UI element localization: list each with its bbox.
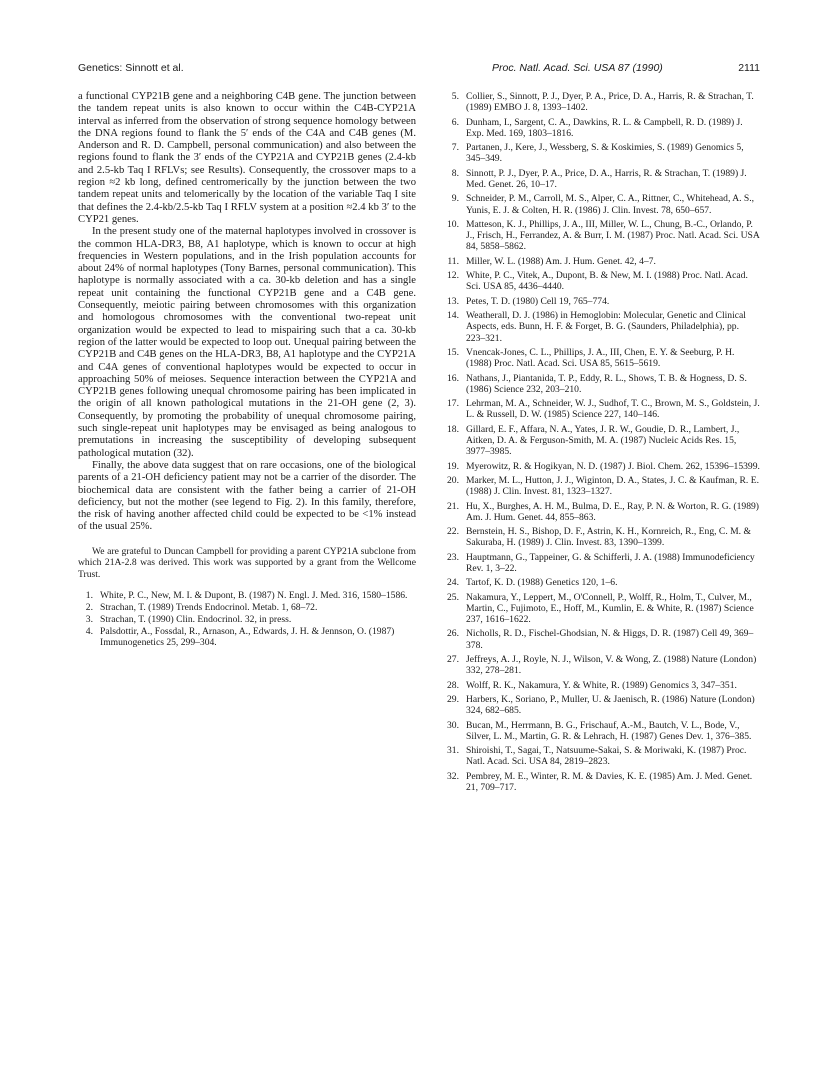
reference-number: 13. (447, 295, 459, 307)
reference-text: Partanen, J., Kere, J., Wessberg, S. & Koskimies, S. (1989) Genomics 5, 345–349. (466, 142, 744, 165)
reference-text: Bernstein, H. S., Bishop, D. F., Astrin, K. H., Kornreich, R., Eng, C. M. & Sakuraba, H. (1989) J. Clin. Invest. 83, 1390–1399. (466, 526, 751, 549)
reference-item (444, 310, 760, 344)
reference-number: 3. (85, 613, 93, 625)
left-column (78, 91, 416, 648)
reference-item (444, 745, 760, 767)
reference-number: 29. (447, 694, 459, 706)
reference-text: Pembrey, M. E., Winter, R. M. & Davies, K. E. (1985) Am. J. Med. Genet. 21, 709–717. (466, 770, 753, 794)
reference-text: Miller, W. L. (1988) Am. J. Hum. Genet. 42, 4–7. (466, 255, 656, 267)
header-section-authors: Genetics: Sinnott et al. (78, 62, 184, 74)
reference-number: 25. (447, 591, 459, 603)
reference-text: Myerowitz, R. & Hogikyan, N. D. (1987) J. Biol. Chem. 262, 15396–15399. (466, 460, 760, 472)
reference-text: Vnencak-Jones, C. L., Phillips, J. A., III, Chen, E. Y. & Seeburg, P. H. (1988) Proc. Natl. Acad. Sci. USA 85, 5615–5619. (466, 346, 735, 370)
reference-number: 19. (447, 460, 459, 472)
reference-number: 10. (447, 218, 459, 230)
reference-number: 12. (447, 270, 459, 282)
reference-text: Hu, X., Burghes, A. H. M., Bulma, D. E., Ray, P. N. & Worton, R. G. (1989) Am. J. Hum. Genet. 44, 855–863. (466, 500, 759, 523)
reference-number: 6. (451, 116, 459, 128)
reference-item (444, 501, 760, 523)
reference-text: Nakamura, Y., Leppert, M., O'Connell, P., Wolff, R., Holm, T., Culver, M., Martin, C., Fujimoto, E., Hoff, M., Kumlin, E. & White, R. (1987) Science 237, 1616–1622. (466, 591, 754, 626)
reference-item (78, 602, 416, 613)
reference-item (444, 552, 760, 574)
reference-text: Jeffreys, A. J., Royle, N. J., Wilson, V. & Wong, Z. (1988) Nature (London) 332, 278–281. (466, 654, 757, 677)
reference-number: 4. (85, 625, 93, 637)
reference-number: 27. (447, 654, 459, 666)
reference-number: 31. (447, 745, 459, 757)
reference-item (444, 461, 760, 472)
reference-number: 22. (447, 526, 459, 538)
reference-text: Wolff, R. K., Nakamura, Y. & White, R. (1989) Genomics 3, 347–351. (466, 679, 737, 691)
reference-text: Weatherall, D. J. (1986) in Hemoglobin: Molecular, Genetic and Clinical Aspects, eds. Bunn, H. F. & Forget, B. G. (Saunders, Philadelphia), pp. 223–321. (466, 310, 746, 344)
reference-item (444, 398, 760, 420)
reference-item (444, 373, 760, 395)
reference-number: 7. (451, 142, 459, 154)
reference-number: 9. (451, 193, 459, 205)
reference-number: 30. (447, 719, 459, 731)
reference-list-left (78, 590, 416, 648)
reference-number: 8. (451, 167, 459, 179)
reference-text: White, P. C., New, M. I. & Dupont, B. (1987) N. Engl. J. Med. 316, 1580–1586. (100, 590, 408, 602)
reference-item (444, 720, 760, 742)
right-column (444, 91, 760, 796)
reference-text: Strachan, T. (1989) Trends Endocrinol. Metab. 1, 68–72. (100, 602, 318, 614)
reference-text: Marker, M. L., Hutton, J. J., Wiginton, D. A., States, J. C. & Kaufman, R. E. (1988) J. Clin. Invest. 81, 1323–1327. (466, 474, 759, 498)
acknowledgment: We are grateful to Duncan Campbell for providing a parent CYP21A subclone from which 21A-2.8 was derived. This work was supported by a grant from the Wellcome Trust. (78, 545, 416, 580)
reference-text: White, P. C., Vitek, A., Dupont, B. & New, M. I. (1988) Proc. Natl. Acad. Sci. USA 85, 4436–4440. (466, 270, 748, 293)
reference-item (444, 256, 760, 267)
header-journal: Proc. Natl. Acad. Sci. USA 87 (1990) (492, 62, 663, 74)
reference-item (444, 771, 760, 793)
reference-number: 15. (447, 346, 459, 358)
reference-item (444, 680, 760, 691)
reference-text: Gillard, E. F., Affara, N. A., Yates, J. R. W., Goudie, D. R., Lambert, J., Aitken, D. A. & Ferguson-Smith, M. A. (1987) Nucleic Acids Res. 15, 3977–3985. (466, 423, 740, 458)
reference-item (444, 628, 760, 650)
running-header (0, 62, 816, 78)
reference-item (444, 577, 760, 588)
body-paragraph-2: In the present study one of the maternal haplotypes involved in crossover is the common HLA-DR3, B8, A1 haplotype, which is known to occur at high frequencies in Western populations, and in the Irish population accounts for about 24% of normal haplotypes (Tony Barnes, personal communication). This haplotype is normally associated with a ca. 30-kb deletion and has a single repeat unit containing the functional CYP21B gene and a C4B gene. Consequently, meiotic pairing between chromosomes with this organization and homologous chromosomes with the conventional two-repeat unit organization would be expected to lead to mispairing such that a ca. 30-kb region of the latter would be expected to loop out. Unequal pairing between the CYP21B and C4B genes on the HLA-DR3, B8, A1 haplotype and the CYP21A and C4A genes of conventional haplotypes would be expected to occur in approaching 50% of meioses. Sequence interaction between the CYP21A and CYP21B genes following unequal chromosome pairing has been implicated in the origin of all known pathological mutations in the 21-OH gene (2, 3). Consequently, by promoting the probability of unequal chromosome pairing, such single-repeat unit haplotypes may be envisaged as being analogous to premutations in increasing the susceptibility of developing subsequent pathological mutation (32). (78, 226, 416, 459)
reference-number: 28. (447, 679, 459, 691)
reference-number: 2. (85, 602, 93, 614)
reference-item (444, 168, 760, 190)
reference-list-right (444, 91, 760, 793)
reference-number: 5. (451, 91, 459, 102)
reference-text: Collier, S., Sinnott, P. J., Dyer, P. A., Price, D. A., Harris, R. & Strachan, T. (1989) EMBO J. 8, 1393–1402. (466, 91, 754, 114)
reference-item (444, 526, 760, 548)
reference-number: 1. (85, 590, 93, 602)
reference-item (444, 296, 760, 307)
reference-item (78, 590, 416, 601)
reference-text: Schneider, P. M., Carroll, M. S., Alper, C. A., Rittner, C., Whitehead, A. S., Yunis, E. J. & Colten, H. R. (1986) J. Clin. Invest. 78, 650–657. (466, 193, 755, 216)
reference-item (78, 614, 416, 625)
reference-text: Strachan, T. (1990) Clin. Endocrinol. 32, in press. (100, 613, 292, 625)
reference-item (444, 592, 760, 626)
reference-text: Shiroishi, T., Sagai, T., Natsuume-Sakai, S. & Moriwaki, K. (1987) Proc. Natl. Acad. Sci. USA 84, 2819–2823. (466, 745, 747, 768)
reference-number: 17. (447, 398, 459, 410)
reference-text: Dunham, I., Sargent, C. A., Dawkins, R. L. & Campbell, R. D. (1989) J. Exp. Med. 169, 1803–1816. (466, 116, 743, 139)
body-paragraph-3: Finally, the above data suggest that on rare occasions, one of the biological parents of a 21-OH deficiency patient may not be a carrier of the disorder. The biochemical data are consistent with the father being a carrier of 21-OH deficiency, but not the mother (see legend to Fig. 2). In this family, therefore, the risk of having another affected child could be expected to be <1% instead of the usual 25%. (78, 459, 416, 533)
reference-text: Hauptmann, G., Tappeiner, G. & Schifferli, J. A. (1988) Immunodeficiency Rev. 1, 3–22. (466, 551, 755, 574)
reference-number: 20. (447, 474, 459, 486)
reference-text: Nathans, J., Piantanida, T. P., Eddy, R. L., Shows, T. B. & Hogness, D. S. (1986) Science 232, 203–210. (466, 372, 747, 395)
reference-item (444, 347, 760, 369)
reference-text: Palsdottir, A., Fossdal, R., Arnason, A., Edwards, J. H. & Jennson, O. (1987) Immunogenetics 25, 299–304. (100, 625, 395, 648)
reference-text: Harbers, K., Soriano, P., Muller, U. & Jaenisch, R. (1986) Nature (London) 324, 682–685. (466, 694, 755, 717)
reference-number: 18. (447, 423, 459, 435)
reference-number: 16. (447, 372, 459, 384)
reference-item (444, 142, 760, 164)
reference-item (444, 219, 760, 253)
reference-number: 24. (447, 577, 459, 589)
reference-number: 21. (447, 500, 459, 512)
reference-item (444, 654, 760, 676)
reference-number: 11. (447, 255, 459, 267)
reference-item (78, 626, 416, 648)
reference-text: Nicholls, R. D., Fischel-Ghodsian, N. & Higgs, D. R. (1987) Cell 49, 369–378. (466, 628, 754, 651)
reference-item (444, 424, 760, 458)
page-number: 2111 (738, 62, 760, 74)
reference-number: 23. (447, 551, 459, 563)
reference-text: Bucan, M., Herrmann, B. G., Frischauf, A.-M., Bautch, V. L., Bode, V., Silver, L. M., Martin, G. R. & Lehrach, H. (1987) Genes Dev. 1, 376–385. (466, 719, 752, 742)
reference-item (444, 270, 760, 292)
body-paragraph-1: a functional CYP21B gene and a neighboring C4B gene. The junction between the tandem repeat units is also known to occur within the C4B-CYP21A interval as inferred from the observation of strong sequence homology between the DNA regions found to flank the 5′ ends of the C4A and C4B genes (M. Anderson and R. D. Campbell, personal communication) and also between the regions found to flank the 3′ ends of the CYP21A and CYP21B genes (2.4-kb and 2.5-kb Taq I RFLVs; see Results). Consequently, the crossover maps to a region ≈2 kb long, defined centromerically by the junction between the two tandem repeat units and telomerically by the location of the variable Taq I site that defines the 2.4-kb/2.5-kb Taq I RFLV system at a position ≈2.4 kb 3′ to the CYP21 genes. (78, 91, 416, 225)
reference-number: 26. (447, 628, 459, 640)
reference-item (444, 91, 760, 113)
reference-number: 32. (447, 770, 459, 782)
reference-item (444, 117, 760, 139)
reference-item (444, 475, 760, 497)
reference-item (444, 694, 760, 716)
reference-text: Tartof, K. D. (1988) Genetics 120, 1–6. (466, 577, 618, 589)
reference-text: Matteson, K. J., Phillips, J. A., III, Miller, W. L., Chung, B.-C., Orlando, P. J., Frisch, H., Ferrandez, A. & Burr, I. M. (1987) Proc. Natl. Acad. Sci. USA 84, 5858–5862. (466, 218, 760, 253)
reference-text: Lehrman, M. A., Schneider, W. J., Sudhof, T. C., Brown, M. S., Goldstein, J. L. & Russell, D. W. (1985) Science 227, 140–146. (466, 398, 760, 421)
reference-item (444, 193, 760, 215)
reference-text: Sinnott, P. J., Dyer, P. A., Price, D. A., Harris, R. & Strachan, T. (1989) J. Med. Genet. 26, 10–17. (466, 167, 747, 190)
reference-text: Petes, T. D. (1980) Cell 19, 765–774. (466, 295, 610, 307)
reference-number: 14. (447, 310, 459, 322)
